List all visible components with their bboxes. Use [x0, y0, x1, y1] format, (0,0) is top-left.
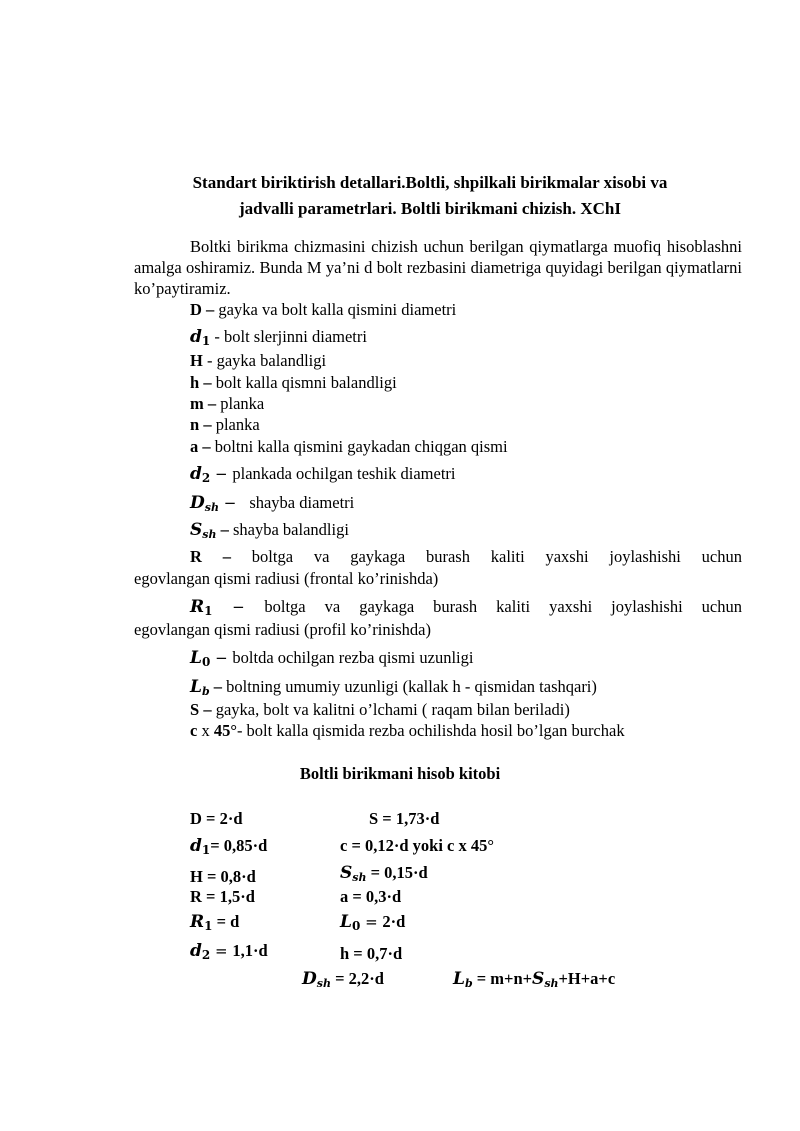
def-Lb: $L_b$ – boltning umumiy uzunligi (kallak h - qismidan tashqari)	[190, 677, 597, 698]
def-m: m – planka	[190, 394, 265, 413]
def-R1-line1: $R_1$ − boltga va gaykaga burash kaliti yaxshi joylashishi uchun	[190, 597, 743, 618]
def-c: c x 45°- bolt kalla qismida rezba ochilishda hosil bo’lgan burchak	[190, 721, 625, 740]
formula-H: H = 0,8·d	[190, 867, 256, 886]
def-symbol: D	[190, 300, 202, 319]
def-a: a – boltni kalla qismini gaykadan chiqgan qismi	[190, 437, 508, 456]
formula-d2: $d_2 = 1,1\cdot d$	[190, 941, 268, 962]
def-Dsh: $D_{sh}$ − shayba diametri	[190, 493, 355, 514]
formula-R: R = 1,5·d	[190, 887, 255, 906]
def-S: S – gayka, bolt va kalitni o’lchami ( raqam bilan beriladi)	[190, 700, 570, 719]
def-H: H - gayka balandligi	[190, 351, 327, 370]
formula-c: c = 0,12·d yoki c x 45°	[340, 836, 494, 855]
calc-heading: Boltli birikmani hisob kitobi	[299, 764, 501, 783]
intro-paragraph: Boltki birikma chizmasini chizish uchun berilgan qiymatlarga muofiq hisoblashni amalga oshiramiz. Bunda M ya’ni d bolt rezbasini diametriga quyidagi berilgan qiymatlarni ko’paytiramiz.	[134, 237, 742, 298]
page-title	[120, 170, 740, 222]
def-R-line2: egovlangan qismi radiusi (frontal ko’rinishda)	[134, 569, 439, 588]
def-symbol: $d_1$	[190, 327, 211, 348]
formula-a: a = 0,3·d	[340, 887, 402, 906]
def-R1-line2: egovlangan qismi radiusi (profil ko’rinishda)	[134, 620, 431, 639]
def-d1: $d_1$ - bolt slerjinni diametri	[190, 327, 367, 348]
def-d2: $d_2$ − plankada ochilgan teshik diametri	[190, 464, 456, 485]
title-line-2: jadvalli parametrlari. Boltli birikmani chizish. XChI	[238, 199, 622, 218]
formula-d1: $d_1= 0,85\cdot d$	[190, 836, 268, 857]
formula-h: h = 0,7·d	[340, 944, 403, 963]
formula-Ssh: $S_{sh} = 0,15\cdot d$	[340, 863, 428, 884]
formula-R1: $R_1 = d$	[190, 912, 240, 933]
formula-Dsh: $D_{sh} = 2,2\cdot d$	[302, 969, 384, 990]
formula-S: S = 1,73·d	[369, 809, 440, 828]
def-n: n – planka	[190, 415, 260, 434]
formula-L0: $L_0 = 2\cdot d$	[340, 912, 406, 933]
def-h: h – bolt kalla qismni balandligi	[190, 373, 397, 392]
def-Ssh: $S_{sh}$ – shayba balandligi	[190, 520, 349, 541]
def-L0: $L_0$ − boltda ochilgan rezba qismi uzunligi	[190, 648, 474, 669]
title-line-1: Standart biriktirish detallari.Boltli, shpilkali birikmalar xisobi va	[192, 173, 668, 192]
formula-Lb: $L_b = m+n+S_{sh}+H+a+c$	[453, 969, 616, 990]
def-D: D – gayka va bolt kalla qismini diametri	[190, 300, 457, 319]
def-R-line1: R – boltga va gaykaga burash kaliti yaxshi joylashishi uchun	[190, 547, 742, 566]
formula-D: D = 2·d	[190, 809, 243, 828]
